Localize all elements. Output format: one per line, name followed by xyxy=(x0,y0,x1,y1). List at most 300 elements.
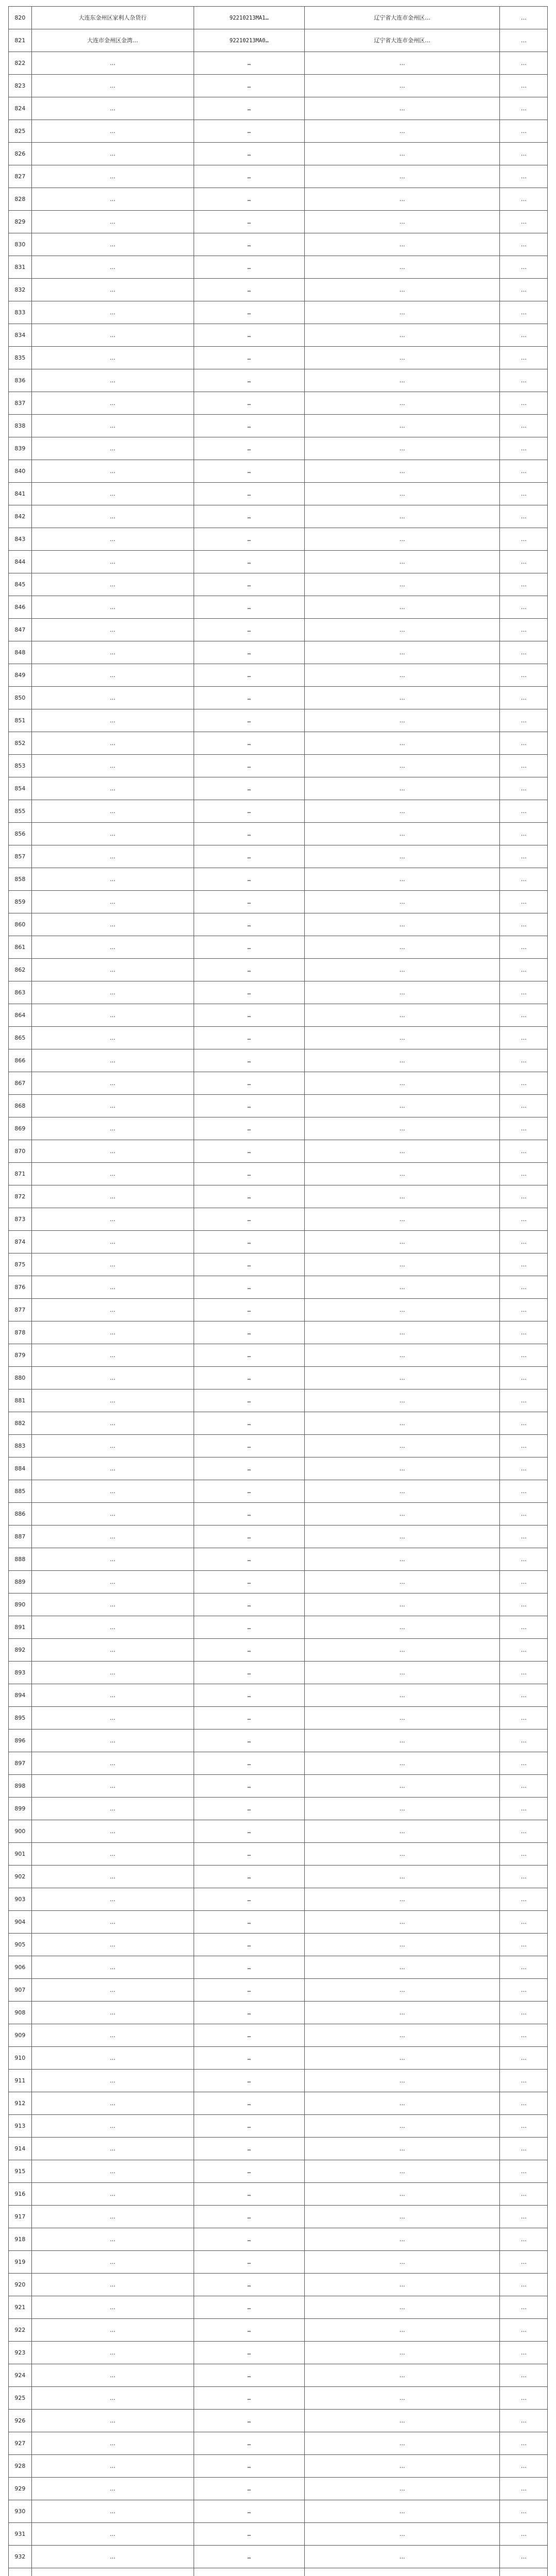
table-row xyxy=(9,233,548,256)
business-name: … xyxy=(31,1004,194,1027)
credit-code: … xyxy=(194,2002,304,2024)
business-address: … xyxy=(304,2160,499,2183)
operator-name: … xyxy=(500,2478,548,2500)
credit-code: … xyxy=(194,868,304,891)
business-name: … xyxy=(31,437,194,460)
business-address: … xyxy=(304,1843,499,1866)
credit-code: … xyxy=(194,845,304,868)
credit-code: … xyxy=(194,1117,304,1140)
row-number: 896 xyxy=(9,1730,32,1752)
credit-code: … xyxy=(194,2070,304,2092)
business-address: … xyxy=(304,913,499,936)
operator-name: … xyxy=(500,1276,548,1299)
business-name: … xyxy=(31,1276,194,1299)
table-row xyxy=(9,1253,548,1276)
table-row xyxy=(9,1117,548,1140)
business-name: … xyxy=(31,2478,194,2500)
business-name: … xyxy=(31,573,194,596)
credit-code: … xyxy=(194,2410,304,2432)
business-name: … xyxy=(31,1594,194,1616)
table-row xyxy=(9,120,548,143)
row-number: 889 xyxy=(9,1571,32,1594)
row-number: 888 xyxy=(9,1548,32,1571)
credit-code: … xyxy=(194,619,304,641)
operator-name: … xyxy=(500,1072,548,1095)
credit-code: … xyxy=(194,2478,304,2500)
row-number: 859 xyxy=(9,891,32,913)
credit-code: … xyxy=(194,1662,304,1684)
operator-name: … xyxy=(500,755,548,777)
operator-name: … xyxy=(500,1979,548,2002)
table-row xyxy=(9,732,548,755)
business-name: … xyxy=(31,1458,194,1480)
business-address: … xyxy=(304,596,499,619)
operator-name: … xyxy=(500,1684,548,1707)
row-number: 833 xyxy=(9,301,32,324)
business-address: … xyxy=(304,732,499,755)
operator-name: … xyxy=(500,460,548,483)
table-row xyxy=(9,1389,548,1412)
row-number: 852 xyxy=(9,732,32,755)
operator-name: … xyxy=(500,2500,548,2523)
business-address: … xyxy=(304,233,499,256)
credit-code xyxy=(194,2568,304,2576)
business-address: … xyxy=(304,2387,499,2410)
table-row xyxy=(9,1684,548,1707)
business-name: … xyxy=(31,1775,194,1798)
row-number: 835 xyxy=(9,347,32,369)
business-name: … xyxy=(31,1049,194,1072)
business-name: … xyxy=(31,2364,194,2387)
row-number: 901 xyxy=(9,1843,32,1866)
business-name: … xyxy=(31,2024,194,2047)
row-number: 904 xyxy=(9,1911,32,1934)
table-row xyxy=(9,1095,548,1117)
row-number: 929 xyxy=(9,2478,32,2500)
business-address: … xyxy=(304,2410,499,2432)
row-number: 923 xyxy=(9,2342,32,2364)
credit-code: … xyxy=(194,1775,304,1798)
credit-code: … xyxy=(194,460,304,483)
credit-code: … xyxy=(194,2160,304,2183)
business-address: … xyxy=(304,1934,499,1956)
row-number: 894 xyxy=(9,1684,32,1707)
table-row xyxy=(9,437,548,460)
business-name: … xyxy=(31,2500,194,2523)
business-address: … xyxy=(304,1231,499,1253)
row-number: 850 xyxy=(9,687,32,709)
row-number: 842 xyxy=(9,505,32,528)
business-name: … xyxy=(31,1367,194,1389)
row-number: 910 xyxy=(9,2047,32,2070)
credit-code: … xyxy=(194,279,304,301)
business-name: … xyxy=(31,2251,194,2274)
business-address: … xyxy=(304,369,499,392)
business-name: … xyxy=(31,1185,194,1208)
business-address: … xyxy=(304,1253,499,1276)
business-name: … xyxy=(31,664,194,687)
credit-code: … xyxy=(194,2092,304,2115)
table-row xyxy=(9,2002,548,2024)
row-number: 928 xyxy=(9,2455,32,2478)
operator-name: … xyxy=(500,1594,548,1616)
table-row xyxy=(9,1027,548,1049)
row-number: 902 xyxy=(9,1866,32,1888)
document-sheet xyxy=(8,6,548,2576)
business-address: … xyxy=(304,1208,499,1231)
business-address: … xyxy=(304,1684,499,1707)
row-number: 909 xyxy=(9,2024,32,2047)
business-address: … xyxy=(304,2070,499,2092)
row-number: 899 xyxy=(9,1798,32,1820)
credit-code: … xyxy=(194,1185,304,1208)
table-row xyxy=(9,1163,548,1185)
credit-code: … xyxy=(194,959,304,981)
operator-name: … xyxy=(500,2070,548,2092)
business-name: … xyxy=(31,845,194,868)
business-address: … xyxy=(304,2251,499,2274)
table-row xyxy=(9,2364,548,2387)
business-name: … xyxy=(31,1321,194,1344)
row-number: 911 xyxy=(9,2070,32,2092)
row-number: 883 xyxy=(9,1435,32,1458)
credit-code: … xyxy=(194,483,304,505)
table-row xyxy=(9,2070,548,2092)
table-row xyxy=(9,1412,548,1435)
business-address: … xyxy=(304,1707,499,1730)
credit-code: … xyxy=(194,913,304,936)
credit-code: … xyxy=(194,1367,304,1389)
credit-code: … xyxy=(194,2206,304,2228)
table-row xyxy=(9,1321,548,1344)
row-number: 884 xyxy=(9,1458,32,1480)
business-address: … xyxy=(304,755,499,777)
table-row xyxy=(9,1049,548,1072)
operator-name: … xyxy=(500,1843,548,1866)
business-address: … xyxy=(304,1367,499,1389)
table-row xyxy=(9,1639,548,1662)
table-row xyxy=(9,528,548,551)
row-number: 924 xyxy=(9,2364,32,2387)
table-row xyxy=(9,1662,548,1684)
credit-code: … xyxy=(194,392,304,415)
row-number: 861 xyxy=(9,936,32,959)
row-number: 828 xyxy=(9,188,32,211)
operator-name: … xyxy=(500,483,548,505)
business-address: … xyxy=(304,2546,499,2568)
credit-code: … xyxy=(194,324,304,347)
row-number: 914 xyxy=(9,2138,32,2160)
credit-code: … xyxy=(194,2296,304,2319)
operator-name: … xyxy=(500,2296,548,2319)
row-number: 822 xyxy=(9,52,32,75)
business-name: … xyxy=(31,2274,194,2296)
credit-code: … xyxy=(194,1140,304,1163)
table-row xyxy=(9,2568,548,2576)
table-row xyxy=(9,1299,548,1321)
business-address: … xyxy=(304,1004,499,1027)
business-name: … xyxy=(31,2523,194,2546)
business-name: … xyxy=(31,1730,194,1752)
row-number: 838 xyxy=(9,415,32,437)
business-name: … xyxy=(31,913,194,936)
operator-name: … xyxy=(500,959,548,981)
operator-name: … xyxy=(500,1117,548,1140)
business-name: … xyxy=(31,2070,194,2092)
row-number: 848 xyxy=(9,641,32,664)
business-address: 辽宁省大连市金州区… xyxy=(304,29,499,52)
operator-name: … xyxy=(500,1526,548,1548)
business-address: … xyxy=(304,437,499,460)
business-address: … xyxy=(304,2523,499,2546)
business-address: … xyxy=(304,1752,499,1775)
operator-name: … xyxy=(500,1163,548,1185)
table-row xyxy=(9,1185,548,1208)
operator-name: … xyxy=(500,1707,548,1730)
table-row xyxy=(9,1480,548,1503)
row-number: 921 xyxy=(9,2296,32,2319)
business-name xyxy=(31,2568,194,2576)
business-name: … xyxy=(31,2387,194,2410)
operator-name: … xyxy=(500,52,548,75)
table-row xyxy=(9,1571,548,1594)
business-name: … xyxy=(31,2319,194,2342)
table-row xyxy=(9,1140,548,1163)
business-address: … xyxy=(304,1299,499,1321)
business-address: … xyxy=(304,981,499,1004)
table-row xyxy=(9,2455,548,2478)
credit-code: … xyxy=(194,52,304,75)
row-number: 849 xyxy=(9,664,32,687)
credit-code: … xyxy=(194,505,304,528)
business-name: … xyxy=(31,2296,194,2319)
credit-code: … xyxy=(194,891,304,913)
business-name: … xyxy=(31,233,194,256)
business-name: … xyxy=(31,347,194,369)
business-address: … xyxy=(304,551,499,573)
credit-code: … xyxy=(194,369,304,392)
row-number: 898 xyxy=(9,1775,32,1798)
table-row xyxy=(9,1548,548,1571)
business-name: … xyxy=(31,324,194,347)
business-address: … xyxy=(304,891,499,913)
row-number: 869 xyxy=(9,1117,32,1140)
operator-name: … xyxy=(500,2410,548,2432)
table-row xyxy=(9,2274,548,2296)
table-row xyxy=(9,1208,548,1231)
business-address: … xyxy=(304,800,499,823)
table-row xyxy=(9,324,548,347)
table-row xyxy=(9,1866,548,1888)
operator-name: … xyxy=(500,347,548,369)
business-name: … xyxy=(31,1208,194,1231)
business-address: … xyxy=(304,1888,499,1911)
credit-code: … xyxy=(194,1049,304,1072)
credit-code: … xyxy=(194,755,304,777)
table-row xyxy=(9,936,548,959)
row-number: 824 xyxy=(9,97,32,120)
table-row xyxy=(9,1231,548,1253)
credit-code: … xyxy=(194,1095,304,1117)
business-name: … xyxy=(31,2047,194,2070)
table-row xyxy=(9,2342,548,2364)
business-address: … xyxy=(304,1775,499,1798)
row-number: 876 xyxy=(9,1276,32,1299)
operator-name: … xyxy=(500,233,548,256)
operator-name: … xyxy=(500,301,548,324)
row-number: 907 xyxy=(9,1979,32,2002)
business-address: … xyxy=(304,709,499,732)
business-name: … xyxy=(31,2138,194,2160)
row-number: 886 xyxy=(9,1503,32,1526)
table-row xyxy=(9,981,548,1004)
row-number: 825 xyxy=(9,120,32,143)
operator-name: … xyxy=(500,1027,548,1049)
operator-name: … xyxy=(500,324,548,347)
operator-name: … xyxy=(500,415,548,437)
business-address: … xyxy=(304,1616,499,1639)
row-number: 832 xyxy=(9,279,32,301)
business-address: … xyxy=(304,392,499,415)
business-name: … xyxy=(31,528,194,551)
operator-name: … xyxy=(500,551,548,573)
business-name: … xyxy=(31,1140,194,1163)
business-name: … xyxy=(31,1571,194,1594)
business-address: … xyxy=(304,2024,499,2047)
table-row xyxy=(9,369,548,392)
table-row xyxy=(9,800,548,823)
table-row xyxy=(9,959,548,981)
business-address: … xyxy=(304,1571,499,1594)
business-name: … xyxy=(31,823,194,845)
business-name: … xyxy=(31,188,194,211)
business-name: … xyxy=(31,1231,194,1253)
credit-code: … xyxy=(194,981,304,1004)
table-row xyxy=(9,1888,548,1911)
table-row xyxy=(9,1616,548,1639)
row-number: 915 xyxy=(9,2160,32,2183)
operator-name: … xyxy=(500,1004,548,1027)
business-name: … xyxy=(31,1662,194,1684)
table-row xyxy=(9,1367,548,1389)
credit-code: … xyxy=(194,1321,304,1344)
credit-code: … xyxy=(194,97,304,120)
operator-name: … xyxy=(500,2092,548,2115)
business-address: … xyxy=(304,1185,499,1208)
row-number: 887 xyxy=(9,1526,32,1548)
row-number: 873 xyxy=(9,1208,32,1231)
credit-code: … xyxy=(194,211,304,233)
table-row xyxy=(9,709,548,732)
operator-name: … xyxy=(500,1503,548,1526)
credit-code: … xyxy=(194,1163,304,1185)
credit-code: … xyxy=(194,709,304,732)
row-number: 913 xyxy=(9,2115,32,2138)
business-name: … xyxy=(31,1435,194,1458)
operator-name: … xyxy=(500,2523,548,2546)
business-address: … xyxy=(304,2092,499,2115)
business-address: … xyxy=(304,1321,499,1344)
business-address: … xyxy=(304,1979,499,2002)
table-row xyxy=(9,1458,548,1480)
business-address: … xyxy=(304,1866,499,1888)
operator-name: … xyxy=(500,596,548,619)
business-name: 大连市金州区金湾… xyxy=(31,29,194,52)
operator-name: … xyxy=(500,913,548,936)
row-number: 826 xyxy=(9,143,32,165)
operator-name: … xyxy=(500,823,548,845)
business-name: … xyxy=(31,460,194,483)
business-address: … xyxy=(304,1117,499,1140)
operator-name: … xyxy=(500,1888,548,1911)
business-name: … xyxy=(31,1027,194,1049)
operator-name: … xyxy=(500,2274,548,2296)
business-address: … xyxy=(304,1049,499,1072)
credit-code: … xyxy=(194,1956,304,1979)
table-row xyxy=(9,1843,548,1866)
business-address: … xyxy=(304,120,499,143)
business-address: … xyxy=(304,52,499,75)
credit-code: … xyxy=(194,1027,304,1049)
credit-code: … xyxy=(194,1934,304,1956)
table-row xyxy=(9,913,548,936)
business-name: … xyxy=(31,1299,194,1321)
row-number: 851 xyxy=(9,709,32,732)
table-row xyxy=(9,891,548,913)
operator-name: … xyxy=(500,437,548,460)
business-address: … xyxy=(304,415,499,437)
row-number: 847 xyxy=(9,619,32,641)
table-row xyxy=(9,755,548,777)
credit-code: … xyxy=(194,1299,304,1321)
business-address: … xyxy=(304,2478,499,2500)
operator-name: … xyxy=(500,2024,548,2047)
row-number: 860 xyxy=(9,913,32,936)
business-name: … xyxy=(31,1526,194,1548)
table-row xyxy=(9,2387,548,2410)
credit-code: … xyxy=(194,573,304,596)
business-name: … xyxy=(31,1866,194,1888)
business-name: … xyxy=(31,687,194,709)
credit-code: … xyxy=(194,2546,304,2568)
business-name: … xyxy=(31,551,194,573)
operator-name: … xyxy=(500,800,548,823)
business-address: … xyxy=(304,573,499,596)
operator-name: … xyxy=(500,936,548,959)
table-row xyxy=(9,460,548,483)
table-row xyxy=(9,823,548,845)
business-name: … xyxy=(31,1503,194,1526)
operator-name: … xyxy=(500,369,548,392)
operator-name: … xyxy=(500,1253,548,1276)
business-address: … xyxy=(304,1480,499,1503)
table-row xyxy=(9,7,548,29)
table-row xyxy=(9,2546,548,2568)
credit-code: … xyxy=(194,1843,304,1866)
row-number: 864 xyxy=(9,1004,32,1027)
row-number: 932 xyxy=(9,2546,32,2568)
operator-name: … xyxy=(500,1140,548,1163)
credit-code: … xyxy=(194,188,304,211)
row-number: 893 xyxy=(9,1662,32,1684)
row-number: 837 xyxy=(9,392,32,415)
row-number: 831 xyxy=(9,256,32,279)
table-row xyxy=(9,52,548,75)
table-row xyxy=(9,165,548,188)
row-number: 840 xyxy=(9,460,32,483)
business-name: … xyxy=(31,2092,194,2115)
business-name: … xyxy=(31,619,194,641)
